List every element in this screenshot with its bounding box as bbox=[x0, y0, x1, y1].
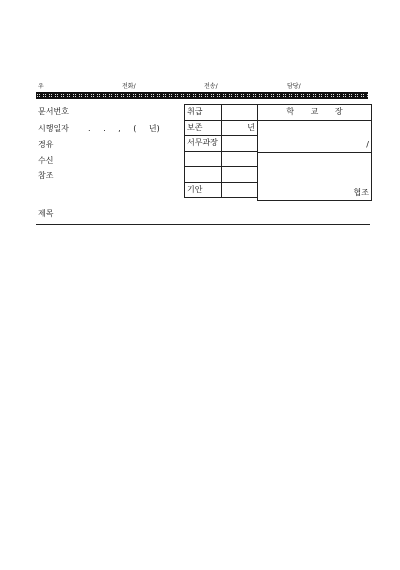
draft-label: 기안 bbox=[185, 182, 222, 198]
enforcement-date-template: . . , ( 년) bbox=[88, 124, 160, 133]
empty-cell bbox=[185, 167, 222, 183]
draft-sign bbox=[222, 182, 258, 198]
principal-label: 학 교 장 bbox=[258, 105, 372, 121]
empty-cell bbox=[222, 151, 258, 167]
route-label: 경유 bbox=[38, 140, 54, 149]
handling-value bbox=[222, 105, 258, 121]
empty-cell bbox=[185, 151, 222, 167]
manager-label: 담당/ bbox=[287, 83, 301, 90]
cooperation-area bbox=[258, 152, 372, 200]
phone-label: 전화/ bbox=[122, 83, 136, 90]
retention-unit: 년 bbox=[222, 120, 258, 136]
header-divider-bar bbox=[36, 92, 368, 99]
principal-sign-area bbox=[258, 120, 372, 152]
reference-label: 참조 bbox=[38, 171, 54, 180]
cooperation-label: 협조 bbox=[353, 187, 369, 197]
principal-grid bbox=[257, 104, 372, 201]
approval-grid bbox=[184, 104, 258, 198]
subject-underline bbox=[36, 224, 370, 225]
postal-code-label: 우 bbox=[38, 83, 44, 90]
retention-label: 보존 bbox=[185, 120, 222, 136]
recipient-label: 수신 bbox=[38, 156, 54, 165]
enforcement-date-label: 시행일자 bbox=[38, 124, 69, 133]
subject-label: 제목 bbox=[38, 209, 54, 218]
general-manager-sign bbox=[222, 136, 258, 152]
handling-label: 취급 bbox=[185, 105, 222, 121]
fax-label: 전송/ bbox=[204, 83, 218, 90]
general-manager-label: 서무과장 bbox=[185, 136, 222, 152]
empty-cell bbox=[222, 167, 258, 183]
doc-number-label: 문서번호 bbox=[38, 107, 69, 116]
slash-mark: / bbox=[366, 139, 369, 149]
